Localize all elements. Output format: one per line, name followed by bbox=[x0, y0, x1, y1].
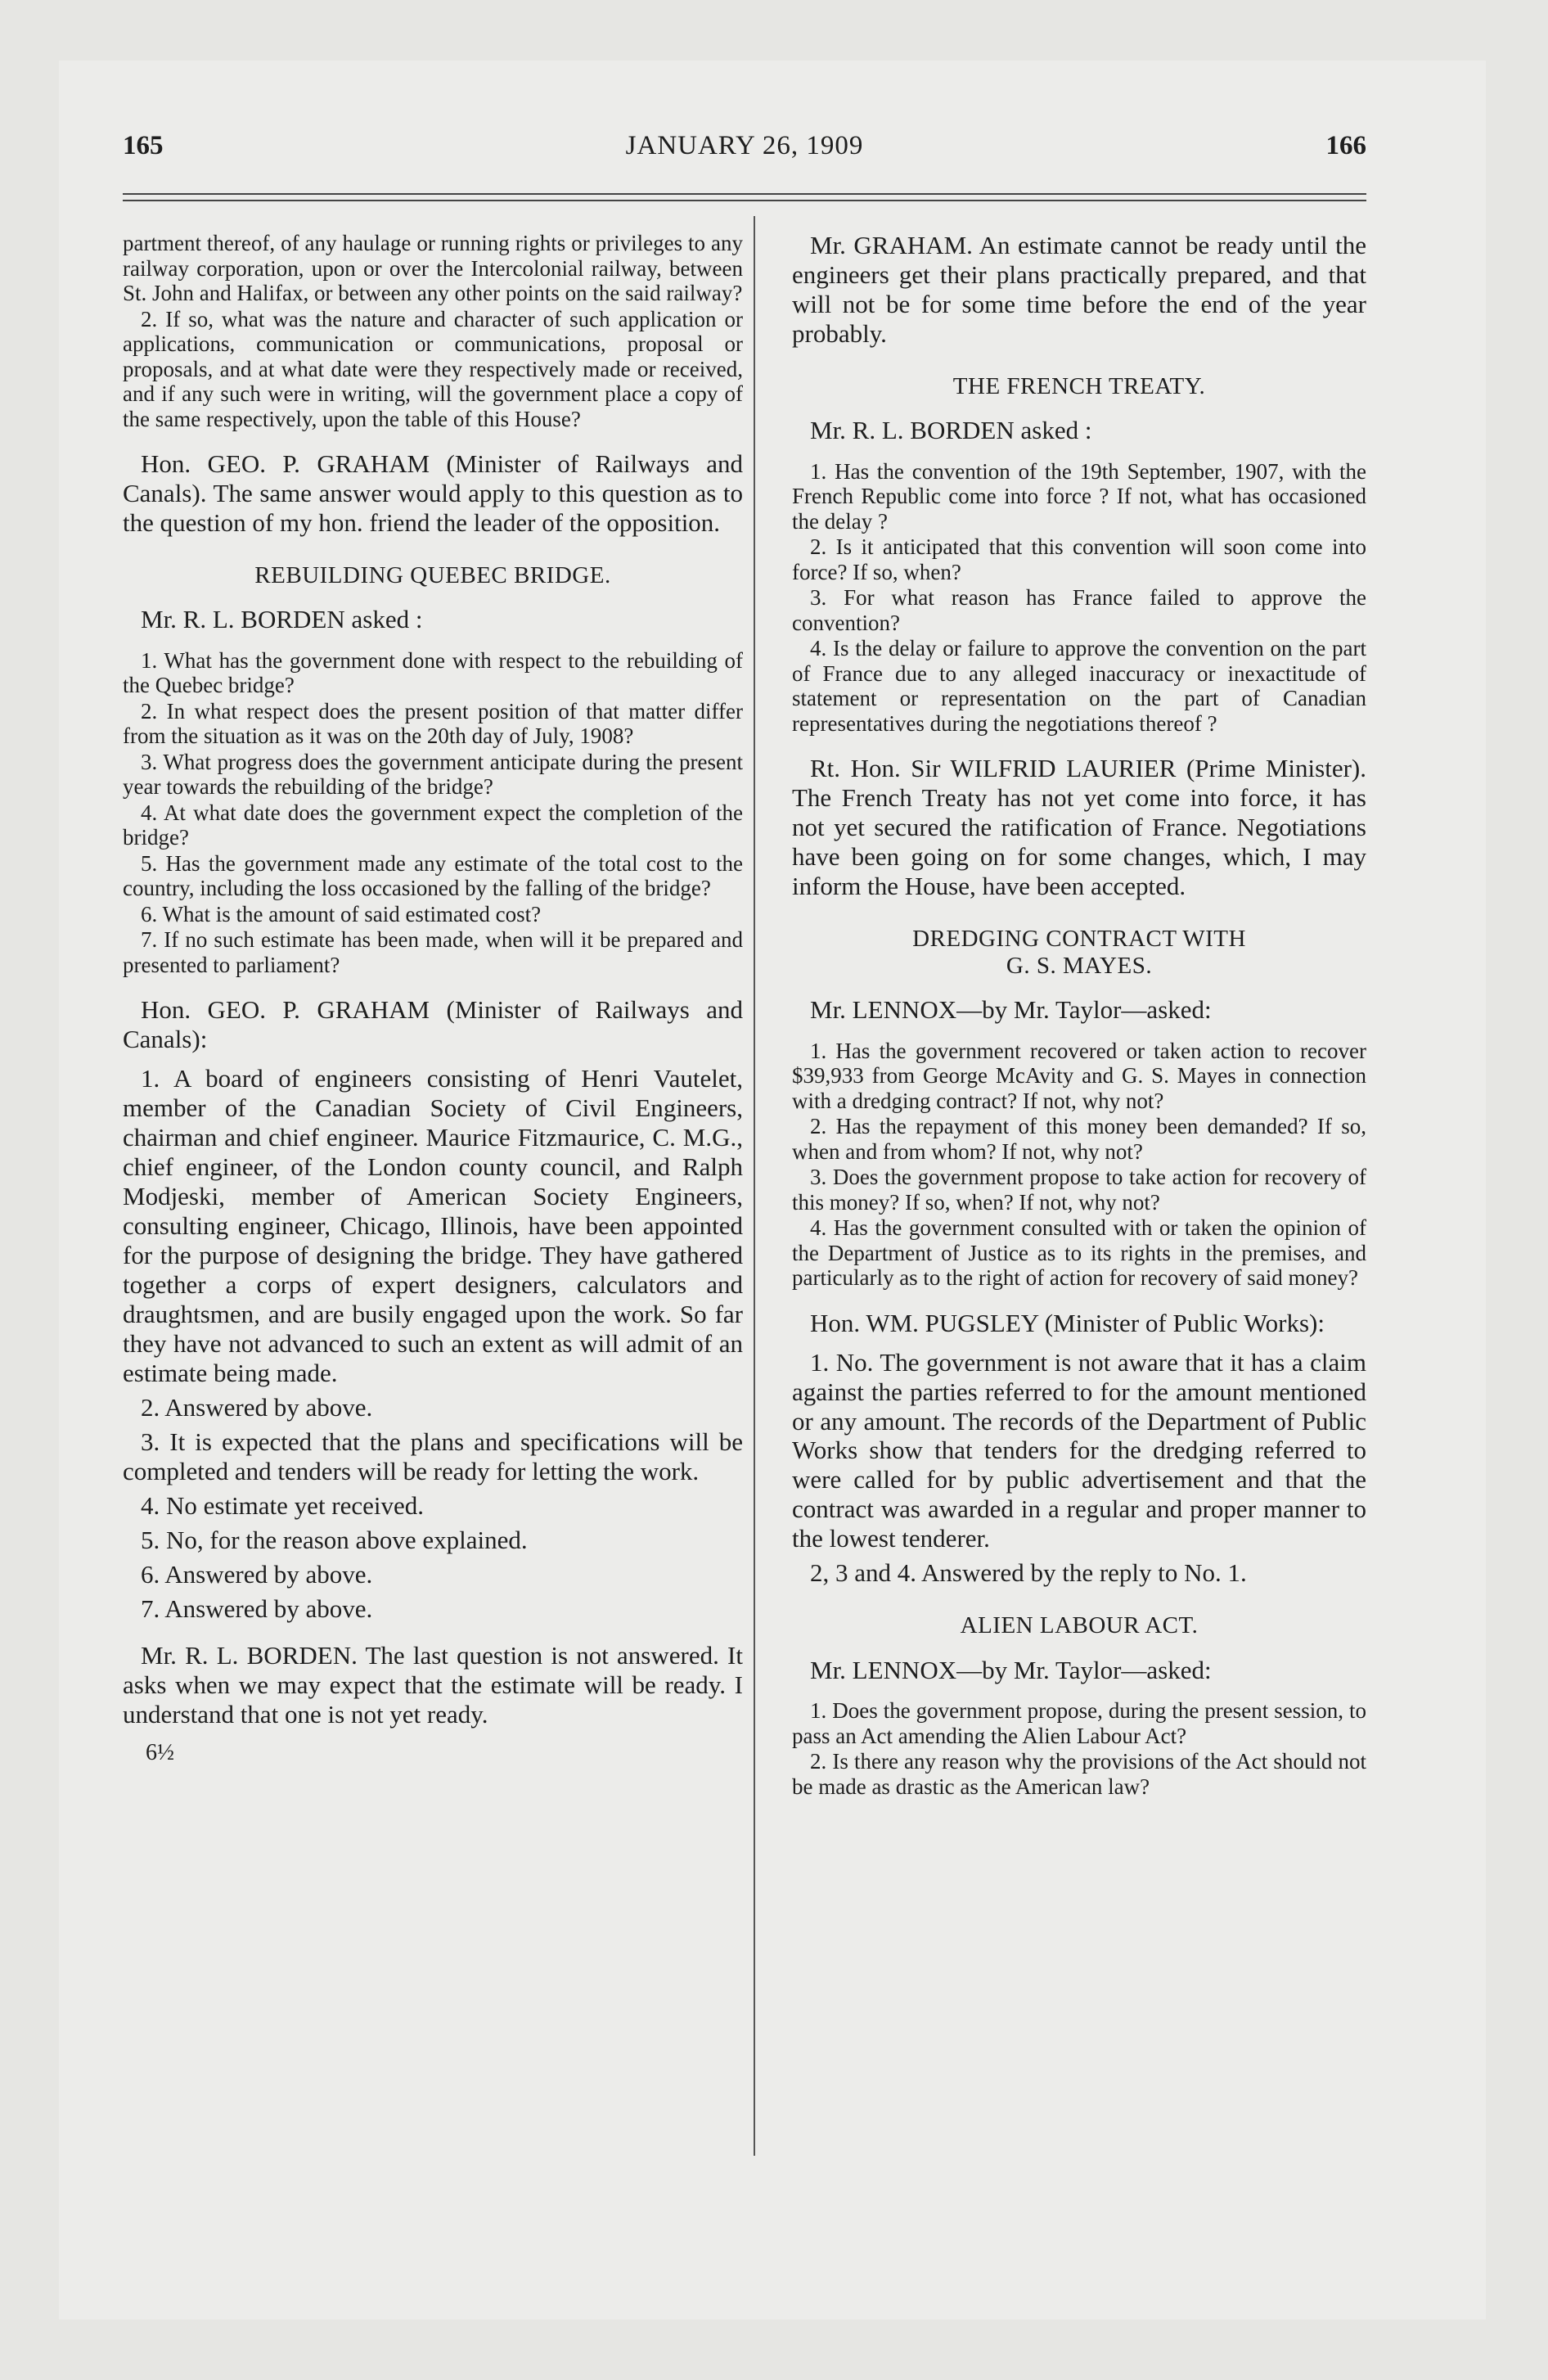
header-rule-top bbox=[123, 193, 1366, 195]
bridge-question: 2. In what respect does the present position of that matter differ from the situation as it was on the 20th day of July, 1908? bbox=[123, 698, 743, 749]
dredging-question: 3. Does the government propose to take action for recovery of this money? If so, when? If not, why not? bbox=[792, 1165, 1366, 1215]
treaty-question: 3. For what reason has France failed to approve the convention? bbox=[792, 585, 1366, 635]
page-header bbox=[123, 131, 1366, 169]
bridge-question: 4. At what date does the government expect the completion of the bridge? bbox=[123, 800, 743, 850]
graham-estimate-answer: Mr. GRAHAM. An estimate cannot be ready until the engineers get their plans practically prepared, and that will not be for some time before the end of the year probably. bbox=[792, 231, 1366, 348]
right-column bbox=[792, 231, 1366, 1800]
heading-line-1: DREDGING CONTRACT WITH bbox=[912, 926, 1246, 953]
column-divider bbox=[754, 216, 755, 2156]
borden-asked-treaty: Mr. R. L. BORDEN asked : bbox=[810, 416, 1092, 445]
left-column bbox=[123, 231, 743, 1766]
graham-answer: Hon. GEO. P. GRAHAM (Minister of Railways and Canals). The same answer would apply to this question as to the question of my hon. friend the leader of the opposition. bbox=[123, 449, 743, 537]
header-rule-bottom bbox=[123, 200, 1366, 201]
bridge-question: 5. Has the government made any estimate of the total cost to the country, including the loss occasioned by the falling of the bridge? bbox=[123, 850, 743, 901]
dredging-question: 2. Has the repayment of this money been demanded? If so, when and from whom? If not, why not? bbox=[792, 1114, 1366, 1164]
section-heading-alien-labour: ALIEN LABOUR ACT. bbox=[960, 1612, 1199, 1639]
signature-mark: 6½ bbox=[146, 1740, 174, 1766]
dredging-question: 1. Has the government recovered or taken action to recover $39,933 from George McAvity and G. S. Mayes in connection with a dredging contract? If not, why not? bbox=[792, 1038, 1366, 1113]
dredging-answer: 2, 3 and 4. Answered by the reply to No. 1. bbox=[810, 1558, 1247, 1588]
alien-question: 2. Is there any reason why the provisions of the Act should not be made as drastic as the American law? bbox=[792, 1749, 1366, 1799]
borden-remark: Mr. R. L. BORDEN. The last question is not answered. It asks when we may expect that the estimate will be ready. I understand that one is not yet ready. bbox=[123, 1641, 743, 1729]
bridge-question: 3. What progress does the government anticipate during the present year towards the rebuilding of the bridge? bbox=[123, 749, 743, 800]
section-heading-dredging bbox=[792, 926, 1366, 979]
lennox-asked-alien: Mr. LENNOX—by Mr. Taylor—asked: bbox=[810, 1655, 1212, 1684]
bridge-answer: 4. No estimate yet received. bbox=[141, 1490, 425, 1520]
bridge-answer: 1. A board of engineers consisting of Henri Vautelet, member of the Canadian Society of Civil Engineers, chairman and chief engineer. Maurice Fitzmaurice, C. M.G., chief engineer, of the London county council, and Ralph Modjeski, member of American Society Engineers, consulting engineer, Chicago, Illinois, have been appointed for the purpose of designing the bridge. They have gathered together a corps of expert designers, calculators and draughtsmen, and are busily engaged upon the work. So far they have not advanced to such an extent as will admit of an estimate being made. bbox=[123, 1064, 743, 1387]
bridge-answer: 2. Answered by above. bbox=[141, 1392, 373, 1422]
graham-reply-intro: Hon. GEO. P. GRAHAM (Minister of Railways and Canals): bbox=[123, 995, 743, 1054]
laurier-answer: Rt. Hon. Sir WILFRID LAURIER (Prime Minister). The French Treaty has not yet come into force, it has not yet secured the ratification of France. Negotiations have been going on for some changes, which, I may inform the House, have been accepted. bbox=[792, 754, 1366, 901]
pugsley-reply-intro: Hon. WM. PUGSLEY (Minister of Public Works): bbox=[810, 1308, 1325, 1337]
heading-line-2: G. S. MAYES. bbox=[1006, 952, 1153, 979]
treaty-question: 2. Is it anticipated that this convention will soon come into force? If so, when? bbox=[792, 534, 1366, 584]
bridge-question: 6. What is the amount of said estimated cost? bbox=[141, 901, 542, 926]
borden-asked: Mr. R. L. BORDEN asked : bbox=[141, 605, 423, 634]
dredging-answer: 1. No. The government is not aware that it has a claim against the parties referred to for the amount mentioned or any amount. The records of the Department of Public Works show that tenders for the dredging referred to were called for by public advertisement and that the contract was awarded in a regular and proper manner to the lowest tenderer. bbox=[792, 1347, 1366, 1553]
bridge-answer: 3. It is expected that the plans and specifications will be completed and tenders will be ready for letting the work. bbox=[123, 1427, 743, 1485]
question-2: 2. If so, what was the nature and character of such application or applications, communication or communications, proposal or proposals, and at what date were they respectively made or received, and if any such were in writing, will the government place a copy of the same respectively, upon the table of this House? bbox=[123, 306, 743, 431]
section-heading-french-treaty: THE FRENCH TREATY. bbox=[952, 372, 1206, 399]
bridge-answer: 6. Answered by above. bbox=[141, 1559, 373, 1589]
alien-question: 1. Does the government propose, during the present session, to pass an Act amending the Alien Labour Act? bbox=[792, 1698, 1366, 1748]
bridge-answer: 7. Answered by above. bbox=[141, 1593, 373, 1623]
right-page-number: 166 bbox=[1325, 131, 1366, 160]
page-date-title: JANUARY 26, 1909 bbox=[625, 131, 864, 160]
dredging-question: 4. Has the government consulted with or taken the opinion of the Department of Justice as to its rights in the premises, and particularly as to the right of action for recovery of said money? bbox=[792, 1215, 1366, 1291]
left-page-number: 165 bbox=[123, 131, 164, 160]
treaty-question: 1. Has the convention of the 19th September, 1907, with the French Republic come into force ? If not, what has occasioned the delay ? bbox=[792, 458, 1366, 534]
bridge-question: 1. What has the government done with respect to the rebuilding of the Quebec bridge? bbox=[123, 647, 743, 698]
lennox-asked-dredging: Mr. LENNOX—by Mr. Taylor—asked: bbox=[810, 995, 1212, 1025]
bridge-question: 7. If no such estimate has been made, when will it be prepared and presented to parliament? bbox=[123, 927, 743, 977]
section-heading-quebec-bridge: REBUILDING QUEBEC BRIDGE. bbox=[254, 561, 611, 588]
bridge-answer: 5. No, for the reason above explained. bbox=[141, 1525, 528, 1554]
continued-question: partment thereof, of any haulage or running rights or privileges to any railway corporation, upon or over the Intercolonial railway, between St. John and Halifax, or between any other points on the said railway? bbox=[123, 231, 743, 305]
treaty-question: 4. Is the delay or failure to approve the convention on the part of France due to any alleged inaccuracy or inexactitude of statement or representation on the part of Canadian representatives during the negotiations thereof ? bbox=[792, 636, 1366, 736]
